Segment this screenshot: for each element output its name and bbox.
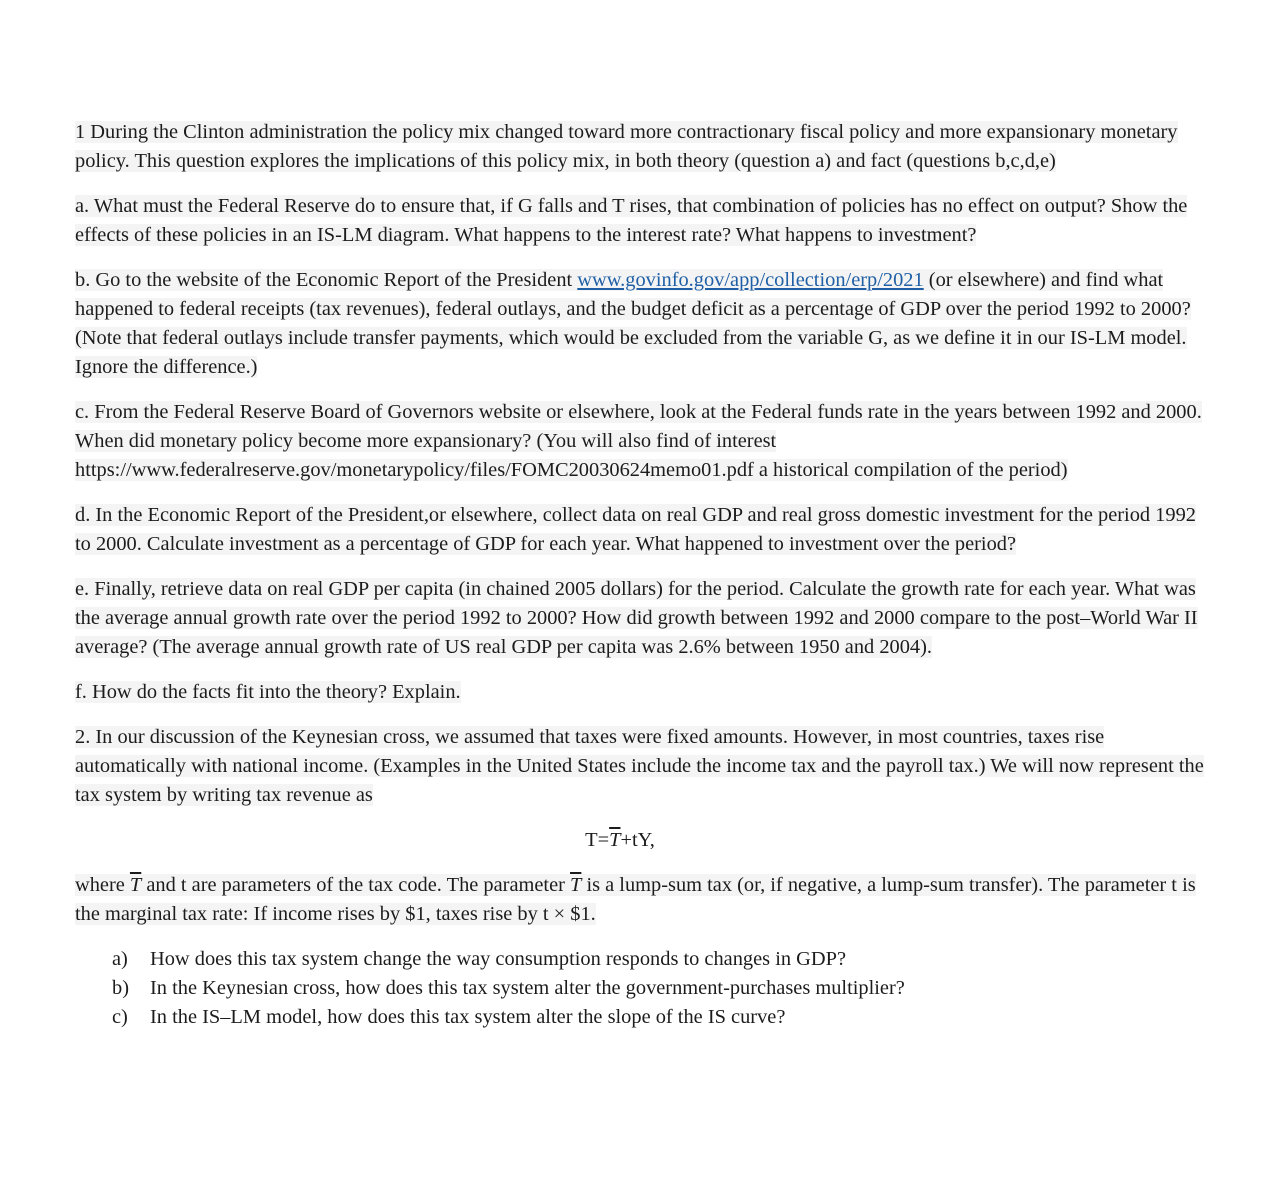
tax-parameters-explanation: where $\overline{T}$ and t are parameters of the tax code. The parameter $\overline{T}$ is a lump-sum tax (or, if negative, a lump-sum transfer). The parameter t is the marginal tax rate: If income rises by $1, taxes rise by t × $1. xyxy=(75,874,1196,925)
t-bar-symbol: $\overline{T}$ xyxy=(129,874,142,896)
question-1b-text: b. Go to the website of the Economic Report of the President xyxy=(75,269,578,291)
t-bar-symbol: $\overline{T}$ xyxy=(609,829,621,851)
list-item: a) How does this tax system change the way consumption responds to changes in GDP? xyxy=(112,948,846,970)
question-2-subquestions xyxy=(75,945,1215,1032)
question-1b-text-cont: (or elsewhere) and find what happened to federal receipts (tax revenues), federal outlays, and the budget deficit as a percentage of GDP over the period 1992 to 2000? (Note that federal outlays include transfer payments, which would be excluded from the variable G, as we define it in our IS-LM model. Ignore the difference.) xyxy=(75,269,1191,378)
list-item: b) In the Keynesian cross, how does this tax system alter the government-purchases multiplier? xyxy=(112,977,905,999)
t-bar-symbol: $\overline{T}$ xyxy=(570,874,582,896)
question-1c: c. From the Federal Reserve Board of Governors website or elsewhere, look at the Federal funds rate in the years between 1992 and 2000. When did monetary policy become more expansionary? (You will also find of interest https://www.federalreserve.gov/monetarypolicy/files/FOMC20030624memo01.pdf a historical compilation of the period) xyxy=(75,401,1202,481)
question-1b xyxy=(75,266,1215,382)
list-item: c) In the IS–LM model, how does this tax system alter the slope of the IS curve? xyxy=(112,1006,786,1028)
question-1f: f. How do the facts fit into the theory? Explain. xyxy=(75,681,461,703)
question-2-intro: 2. In our discussion of the Keynesian cross, we assumed that taxes were fixed amounts. However, in most countries, taxes rise automatically with national income. (Examples in the United States include the income tax and the payroll tax.) We will now represent the tax system by writing tax revenue as xyxy=(75,726,1204,806)
document-body xyxy=(75,118,1215,1032)
question-1a: a. What must the Federal Reserve do to ensure that, if G falls and T rises, that combination of policies has no effect on output? Show the effects of these policies in an IS-LM diagram. What happens to the interest rate? What happens to investment? xyxy=(75,195,1188,246)
tax-formula: $T=\overline{T}+tY$, xyxy=(585,829,655,851)
question-1d: d. In the Economic Report of the President,or elsewhere, collect data on real GDP and real gross domestic investment for the period 1992 to 2000. Calculate investment as a percentage of GDP for each year. What happened to investment over the period? xyxy=(75,504,1196,555)
erp-link[interactable]: www.govinfo.gov/app/collection/erp/2021 xyxy=(577,269,924,291)
question-1e: e. Finally, retrieve data on real GDP per capita (in chained 2005 dollars) for the period. Calculate the growth rate for each year. What was the average annual growth rate over the period 1992 to 2000? How did growth between 1992 and 2000 compare to the post–World War II average? (The average annual growth rate of US real GDP per capita was 2.6% between 1950 and 2004). xyxy=(75,578,1198,658)
question-1-intro: 1 During the Clinton administration the policy mix changed toward more contractionary fiscal policy and more expansionary monetary policy. This question explores the implications of this policy mix, in both theory (question a) and fact (questions b,c,d,e) xyxy=(75,121,1178,172)
